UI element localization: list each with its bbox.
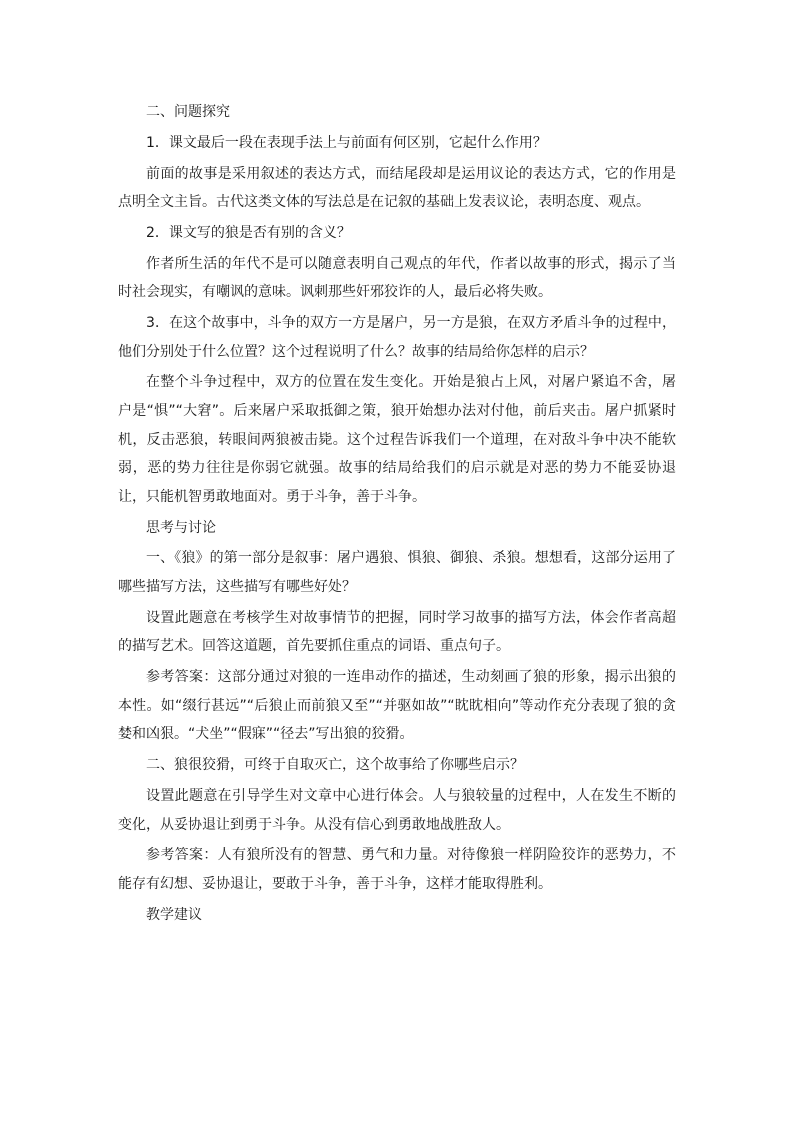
discussion-answer-1: 参考答案：这部分通过对狼的一连串动作的描述，生动刻画了狼的形象，揭示出狼的本性。如“缀行甚远”“后狼止而前狼又至”“并驱如故”“眈眈相向”等动作充分表现了狼的贪婪和凶狠。“犬坐”“假寐”“径去”写出狼的狡猾。	[118, 669, 676, 743]
discussion-note-2: 设置此题意在引导学生对文章中心进行体会。人与狼较量的过程中，人在发生不断的变化，从妥协退让到勇于斗争。从没有信心到勇敢地战胜敌人。	[118, 787, 676, 833]
answer-3: 在整个斗争过程中，双方的位置在发生变化。开始是狼占上风，对屠户紧追不舍，屠户是“惧”“大窘”。后来屠户采取抵御之策，狼开始想办法对付他，前后夹击。屠户抓紧时机，反击恶狼，转眼间两狼被击毙。这个过程告诉我们一个道理，在对敌斗争中决不能软弱，恶的势力往往是你弱它就强。故事的结局给我们的启示就是对恶的势力不能妥协退让，只能机智勇敢地面对。勇于斗争，善于斗争。	[118, 374, 676, 505]
answer-2: 作者所生活的年代不是可以随意表明自己观点的年代，作者以故事的形式，揭示了当时社会现实，有嘲讽的意味。讽刺那些奸邪狡诈的人，最后必将失败。	[118, 255, 676, 301]
answer-1: 前面的故事是采用叙述的表达方式，而结尾段却是运用议论的表达方式，它的作用是点明全文主旨。古代这类文体的写法总是在记叙的基础上发表议论，表明态度、观点。	[118, 165, 676, 211]
discussion-question-1: 一、《狼》的第一部分是叙事：屠户遇狼、惧狼、御狼、杀狼。想想看，这部分运用了哪些描写方法，这些描写有哪些好处？	[118, 550, 676, 595]
document-page	[118, 98, 676, 931]
question-2: 2．课文写的狼是否有别的含义？	[146, 224, 351, 241]
question-1: 1．课文最后一段在表现手法上与前面有何区别，它起什么作用？	[146, 134, 547, 151]
teaching-suggestion-heading: 教学建议	[146, 906, 202, 923]
discussion-note-1: 设置此题意在考核学生对故事情节的把握，同时学习故事的描写方法，体会作者高超的描写艺术。回答这道题，首先要抓住重点的词语、重点句子。	[118, 609, 676, 655]
question-3: 3．在这个故事中，斗争的双方一方是屠户，另一方是狼，在双方矛盾斗争的过程中，他们分别处于什么位置？这个过程说明了什么？故事的结局给你怎样的启示？	[118, 315, 676, 360]
discussion-answer-2: 参考答案：人有狼所没有的智慧、勇气和力量。对待像狼一样阴险狡诈的恶势力，不能存有幻想、妥协退让，要敢于斗争，善于斗争，这样才能取得胜利。	[118, 847, 676, 892]
section-heading: 二、问题探究	[146, 104, 230, 120]
discussion-heading: 思考与讨论	[146, 519, 216, 536]
discussion-question-2: 二、狼很狡猾，可终于自取灭亡，这个故事给了你哪些启示？	[146, 757, 524, 774]
